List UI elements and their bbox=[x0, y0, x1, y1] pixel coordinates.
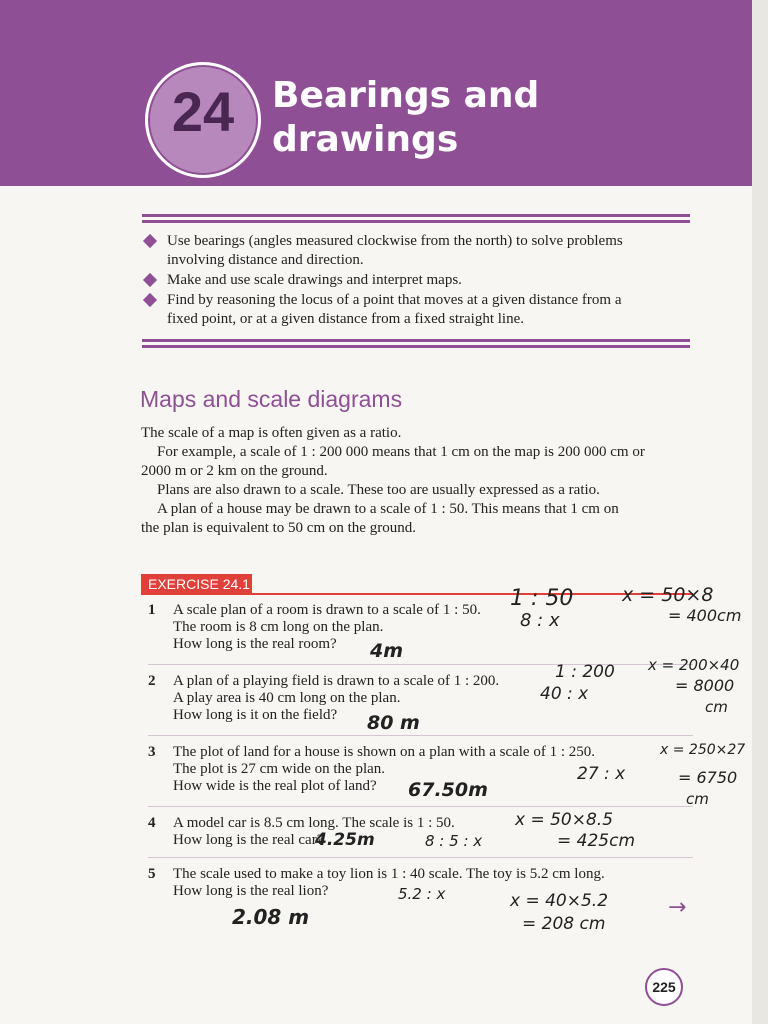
handwritten-answer: 67.50m bbox=[408, 779, 488, 801]
diamond-bullet-icon bbox=[143, 273, 157, 287]
question-number: 3 bbox=[148, 744, 156, 760]
handwritten-answer: 4.25m bbox=[315, 830, 375, 850]
chapter-title bbox=[272, 74, 539, 162]
question-number: 1 bbox=[148, 602, 156, 618]
handwritten-note: x = 50×8 bbox=[622, 584, 714, 606]
objective-item: Find by reasoning the locus of a point that moves at a given distance from a fixed point, or at a given distance from a fixed straight line. bbox=[143, 291, 691, 329]
continue-arrow-icon: → bbox=[668, 895, 687, 920]
handwritten-note: 27 : x bbox=[577, 764, 626, 784]
question-divider bbox=[148, 806, 693, 807]
objectives-bottom-rule bbox=[142, 339, 690, 342]
exercise-label: EXERCISE 24.1 bbox=[141, 574, 252, 594]
diamond-bullet-icon bbox=[143, 293, 157, 307]
handwritten-note: 8 : 5 : x bbox=[425, 832, 483, 850]
objectives-bottom-rule-2 bbox=[142, 345, 690, 348]
handwritten-note: 8 : x bbox=[520, 610, 560, 631]
handwritten-note: 1 : 200 bbox=[555, 662, 615, 682]
handwritten-note: 5.2 : x bbox=[398, 885, 446, 903]
objective-item: Make and use scale drawings and interpret maps. bbox=[143, 271, 691, 290]
question-divider bbox=[148, 857, 693, 858]
chapter-title-line1: Bearings and bbox=[272, 75, 540, 116]
handwritten-note: = 400cm bbox=[668, 606, 742, 625]
objectives-top-rule bbox=[142, 214, 690, 217]
handwritten-note: x = 40×5.2 bbox=[510, 891, 609, 911]
handwritten-note: cm bbox=[705, 698, 728, 716]
handwritten-note: = 208 cm bbox=[522, 914, 606, 934]
section-title: Maps and scale diagrams bbox=[140, 386, 403, 412]
handwritten-note: = 6750 bbox=[678, 768, 738, 787]
handwritten-answer: 4m bbox=[370, 640, 404, 662]
page-edge bbox=[752, 0, 768, 1024]
handwritten-note: 40 : x bbox=[540, 684, 589, 704]
handwritten-answer: 2.08 m bbox=[232, 905, 310, 929]
chapter-number-badge bbox=[145, 62, 261, 178]
objectives-top-rule-2 bbox=[142, 220, 690, 223]
handwritten-note: = 8000 bbox=[675, 676, 735, 695]
handwritten-answer: 80 m bbox=[367, 712, 420, 734]
objective-item: Use bearings (angles measured clockwise from the north) to solve problems involving distance and direction. bbox=[143, 232, 691, 270]
handwritten-note: = 425cm bbox=[557, 831, 636, 851]
question-divider bbox=[148, 735, 693, 736]
question-number: 5 bbox=[148, 866, 156, 882]
page-number: 225 bbox=[645, 968, 683, 1006]
handwritten-note: x = 250×27 bbox=[660, 742, 746, 758]
chapter-title-line2: drawings bbox=[272, 119, 459, 160]
learning-objectives bbox=[143, 232, 691, 330]
handwritten-note: x = 50×8.5 bbox=[515, 810, 614, 830]
question-number: 4 bbox=[148, 815, 156, 831]
diamond-bullet-icon bbox=[143, 234, 157, 248]
handwritten-note: cm bbox=[686, 790, 709, 808]
handwritten-note: 1 : 50 bbox=[510, 586, 574, 611]
exercise-rule bbox=[141, 593, 693, 595]
question-number: 2 bbox=[148, 673, 156, 689]
section-intro-text: The scale of a map is often given as a ratio. For example, a scale of 1 : 200 000 means that 1 cm on the map is 200 000 cm or 2000 m or 2 km on the ground. Plans are also drawn to a scale. These too are usually expressed as a ratio. A plan of a house may be drawn to a scale of 1 : 50. This means that 1 cm on the plan is equivalent to 50 cm on the ground. bbox=[141, 425, 645, 536]
chapter-number: 24 bbox=[171, 80, 235, 143]
handwritten-note: x = 200×40 bbox=[648, 656, 740, 674]
